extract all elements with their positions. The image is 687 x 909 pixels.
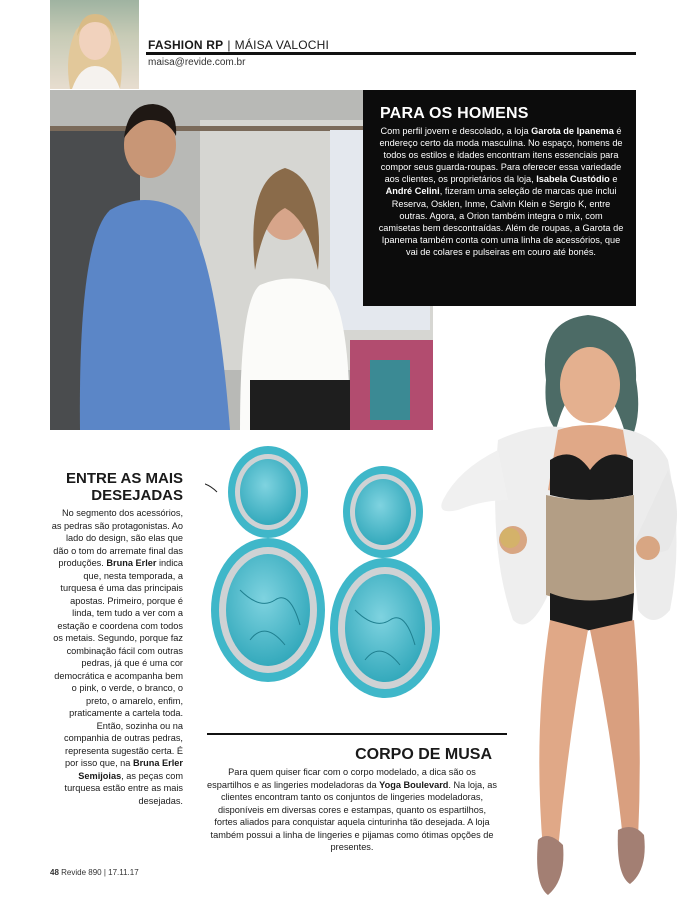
desired-text-1: No segmento dos acessórios, as pedras são protagonistas. Ao lado do design, são elas que dão o tom do arremate final das produções.: [51, 508, 183, 568]
men-article-body: [378, 125, 624, 258]
page-footer: [50, 868, 139, 877]
header-separator: |: [227, 38, 231, 52]
author-email[interactable]: maisa@revide.com.br: [148, 57, 246, 68]
desired-article-body: [50, 507, 183, 807]
desired-brand: Bruna Erler: [106, 558, 157, 568]
desired-article-title: [50, 470, 183, 504]
author-photo: [50, 0, 139, 89]
desired-store: Bruna Erler Semijoias: [78, 758, 183, 781]
desired-title-line-2: DESEJADAS: [91, 487, 183, 504]
muse-text-2: . Na loja, as clientes encontram tanto os conjuntos de lingeries modeladoras, disponíveis em diversas cores e estampas, quanto os espartilhos, fortes aliados para conquistar aquela cinturinha tão desejada. A loja também possui a linha de lingeries e pijamas como ótimas opções de presentes.: [210, 779, 497, 852]
header-rule: [146, 52, 636, 55]
turquoise-earrings-photo: [205, 440, 445, 705]
men-text-2: é endereço certo da moda masculina. No espaço, homens de todos os estilos e idades encontram itens essenciais para compor seus guarda-roupas. Para oferecer essa variedade aos clientes, os proprietários da loja,: [379, 126, 623, 185]
column-name: [148, 38, 329, 52]
men-text-1: Com perfil jovem e descolado, a loja: [380, 126, 532, 136]
publication-info: Revide 890 | 17.11.17: [58, 868, 139, 877]
men-and: e: [609, 174, 618, 185]
desired-title-line-1: ENTRE AS MAIS: [66, 470, 183, 487]
men-owner-1: Isabela Custódio: [536, 174, 610, 185]
men-article-title: PARA OS HOMENS: [380, 105, 529, 122]
men-article-box: [363, 90, 636, 306]
men-text-3: , fizeram uma seleção de marcas que inclui Reserva, Osklen, Inme, Calvin Klein e Sergio K, entre outras. Agora, a Orion também integra o mix, com camisetas bem descontraídas. Além de roupas, a Garota de Ipanema também conta com uma linha de acessórios, que vai de colares e pulseiras em couro até bonés.: [378, 186, 624, 257]
muse-article-body: [207, 766, 497, 854]
men-owner-2: André Celini: [385, 186, 440, 197]
men-store-name: Garota de Ipanema: [531, 126, 614, 136]
muse-article-title: CORPO DE MUSA: [355, 746, 492, 763]
page-number: 48: [50, 868, 59, 877]
muse-article-rule: [207, 733, 507, 735]
muse-text-1: Para quem quiser ficar com o corpo modelado, a dica são os espartilhos e as lingeries modeladoras da: [207, 767, 476, 790]
muse-store: Yoga Boulevard: [379, 779, 449, 790]
author-name: MÁISA VALOCHI: [234, 38, 330, 52]
desired-text-3: , as peças com turquesa estão entre as mais desejadas.: [64, 770, 183, 806]
section-label: FASHION RP: [148, 38, 224, 52]
desired-text-2: indica que, nesta temporada, a turquesa é uma das principais apostas. Primeiro, porque é linda, tem tudo a ver com a estação e coordena com todos os metais. Segundo, porque faz combinação fácil com outras pedras, já que é uma cor democrática e acompanha bem o pink, o verde, o branco, o preto, o amarelo, enfim, praticamente a cartela toda. Então, sozinha ou na companhia de outras pedras, representa sugestão certa. É por isso que, na: [53, 558, 183, 768]
